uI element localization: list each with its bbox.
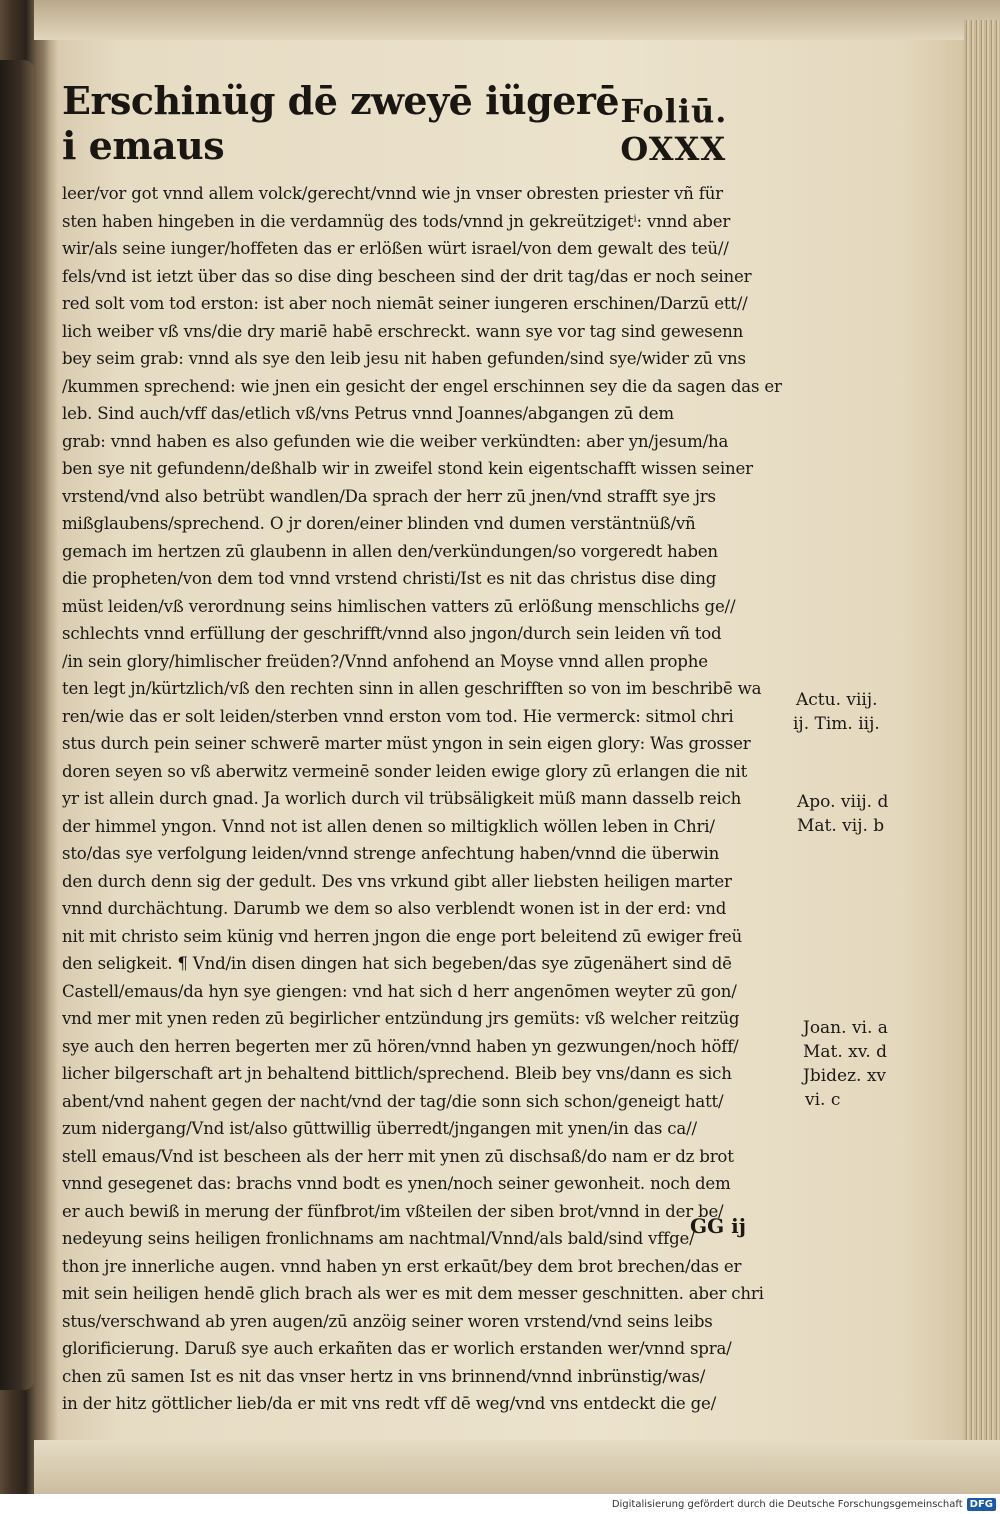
text-line: fels/vnd ist ietzt über das so dise ding bescheen sind der drit tag/das er noch seiner: [62, 266, 752, 286]
text-line: wir/als seine iunger/hoffeten das er erlößen würt israel/von dem gewalt des teü//: [62, 239, 729, 258]
text-line: glorificierung. Daruß sye auch erkañten das er worlich erstanden wer/vnnd spra/: [62, 1339, 732, 1358]
text-line: red solt vom tod erston: ist aber noch niemāt seiner iungeren erschinen/Darzū ett//: [62, 294, 748, 313]
text-line: gemach im hertzen zū glaubenn in allen den/verkündungen/so vorgeredt haben: [62, 541, 718, 561]
text-line: stus durch pein seiner schwerē marter müst yngon in sein eigen glory: Was grosser: [62, 734, 751, 753]
signature-mark: GG ij: [690, 1214, 746, 1238]
text-line: der himmel yngon. Vnnd not ist allen denen so miltigklich wöllen leben in Chri/: [62, 816, 715, 836]
text-line: zum nidergang/Vnd ist/also gūttwillig überredt/jngangen mit ynen/in das ca//: [62, 1119, 697, 1138]
text-line: leer/vor got vnnd allem volck/gerecht/vnnd wie jn vnser obresten priester vñ für: [62, 184, 723, 203]
folio-number: Foliū. OXXX: [620, 92, 728, 168]
text-line: die propheten/von dem tod vnnd vrstend christi/Ist es nit das christus dise ding: [62, 569, 717, 588]
page-top-shadow: [34, 0, 1000, 40]
text-line: sye auch den herren begerten mer zū hören/vnnd haben yn gezwungen/noch höff/: [62, 1036, 739, 1056]
text-line: chen zū samen Ist es nit das vnser hertz in vns brinnend/vnnd inbrünstig/was/: [62, 1366, 706, 1386]
text-line: abent/vnd nahent gegen der nacht/vnd der tag/die sonn sich schon/geneigt hatt/: [62, 1091, 724, 1111]
text-line: /in sein glory/himlischer freüden?/Vnnd anfohend an Moyse vnnd allen prophe: [62, 651, 708, 671]
text-line: er auch bewiß in merung der fünfbrot/im vßteilen der siben brot/vnnd in der be/: [62, 1201, 724, 1221]
running-title: Erschinüg dē zweyē iügerē i emaus: [62, 78, 620, 168]
text-line: nit mit christo seim künig vnd herren jngon die enge port beleitend zū ewiger freü: [62, 926, 742, 946]
page-bottom-shadow: [34, 1440, 1000, 1494]
text-line: sto/das sye verfolgung leiden/vnnd strenge anfechtung haben/vnnd die überwin: [62, 844, 720, 863]
text-line: den durch denn sig der gedult. Des vns vrkund gibt aller liebsten heiligen marter: [62, 871, 732, 891]
margin-note: ij. Tim. iij.: [793, 714, 880, 734]
text-line: müst leiden/vß verordnung seins himlischen vatters zū erlößung menschlichs ge//: [62, 596, 736, 616]
text-line: leb. Sind auch/vff das/etlich vß/vns Petrus vnnd Joannes/abgangen zū dem: [62, 404, 674, 423]
margin-note: Mat. xv. d: [803, 1042, 888, 1062]
text-line: nedeyung seins heiligen fronlichnams am nachtmal/Vnnd/als bald/sind vffge/: [62, 1229, 695, 1248]
text-line: yr ist allein durch gnad. Ja worlich durch vil trübsäligkeit müß mann dasselb reich: [62, 789, 742, 808]
margin-note: Mat. vij. b: [797, 816, 885, 836]
footer-credit: [0, 1494, 1000, 1514]
text-line: mißglaubens/sprechend. O jr doren/einer blinden vnd dumen verstäntnüß/vñ: [62, 514, 696, 533]
main-text-block: [62, 180, 797, 1418]
text-line: vnnd gesegenet das: brachs vnnd bodt es ynen/noch seiner gewonheit. noch dem: [62, 1174, 731, 1193]
text-line: thon jre innerliche augen. vnnd haben yn erst erkaūt/bey dem brot brechen/das er: [62, 1256, 742, 1276]
book-binding: [0, 60, 34, 1390]
text-line: grab: vnnd haben es also gefunden wie die weiber verkündten: aber yn/jesum/ha: [62, 431, 729, 451]
text-line: /kummen sprechend: wie jnen ein gesicht der engel erschinnen sey die da sagen das er: [62, 376, 782, 396]
text-line: mit sein heiligen hendē glich brach als wer es mit dem messer geschnitten. aber chri: [62, 1284, 764, 1303]
running-header: [62, 78, 792, 168]
text-line: Castell/emaus/da hyn sye giengen: vnd hat sich d herr angenōmen weyter zū gon/: [62, 981, 737, 1001]
text-line: in der hitz göttlicher lieb/da er mit vns redt vff dē weg/vnd vns entdeckt die ge/: [62, 1394, 717, 1413]
text-line: ren/wie das er solt leiden/sterben vnnd erston vom tod. Hie vermerck: sitmol chri: [62, 706, 734, 726]
dfg-logo: DFG: [967, 1498, 996, 1511]
text-line: licher bilgerschaft art jn behaltend bittlich/sprechend. Bleib bey vns/dann es sich: [62, 1064, 732, 1083]
text-line: doren seyen so vß aberwitz vermeinē sonder leiden ewige glory zū erlangen die nit: [62, 761, 748, 781]
text-line: sten haben hingeben in die verdamnüg des tods/vnnd jn gekreützigetⁱ: vnnd aber: [62, 211, 731, 231]
text-line: schlechts vnnd erfüllung der geschrifft/vnnd also jngon/durch sein leiden vñ tod: [62, 624, 722, 643]
text-line: lich weiber vß vns/die dry mariē habē erschreckt. wann sye vor tag sind gewesenn: [62, 321, 744, 341]
text-line: bey seim grab: vnnd als sye den leib jesu nit haben gefunden/sind sye/wider zū vns: [62, 349, 746, 368]
text-line: vnnd durchächtung. Darumb we dem so also verblendt wonen ist in der erd: vnd: [62, 899, 727, 918]
margin-note: vi. c: [805, 1090, 841, 1110]
text-line: vnd mer mit ynen reden zū begirlicher entzündung jrs gemüts: vß welcher reitzüg: [62, 1009, 740, 1028]
text-line: stus/verschwand ab yren augen/zū anzöig seiner woren vrstend/vnd seins leibs: [62, 1311, 713, 1331]
page-edges: [964, 20, 1000, 1460]
text-line: ten legt jn/kürtzlich/vß den rechten sinn in allen geschrifften so von im beschribē wa: [62, 679, 762, 698]
margin-note: Apo. viij. d: [797, 792, 889, 812]
text-line: den seligkeit. ¶ Vnd/in disen dingen hat sich begeben/das sye zūgenähert sind dē: [62, 954, 732, 973]
footer-text: Digitalisierung gefördert durch die Deutsche Forschungsgemeinschaft: [611, 1498, 963, 1510]
margin-note: Jbidez. xv: [803, 1066, 887, 1086]
text-line: ben sye nit gefundenn/deßhalb wir in zweifel stond kein eigentschafft wissen seiner: [62, 459, 753, 478]
margin-note: Actu. viij.: [796, 690, 878, 710]
text-line: stell emaus/Vnd ist bescheen als der herr mit ynen zū dischsaß/do nam er dz brot: [62, 1146, 734, 1166]
text-line: vrstend/vnd also betrübt wandlen/Da sprach der herr zū jnen/vnd strafft sye jrs: [62, 486, 716, 506]
margin-note: Joan. vi. a: [803, 1018, 888, 1038]
